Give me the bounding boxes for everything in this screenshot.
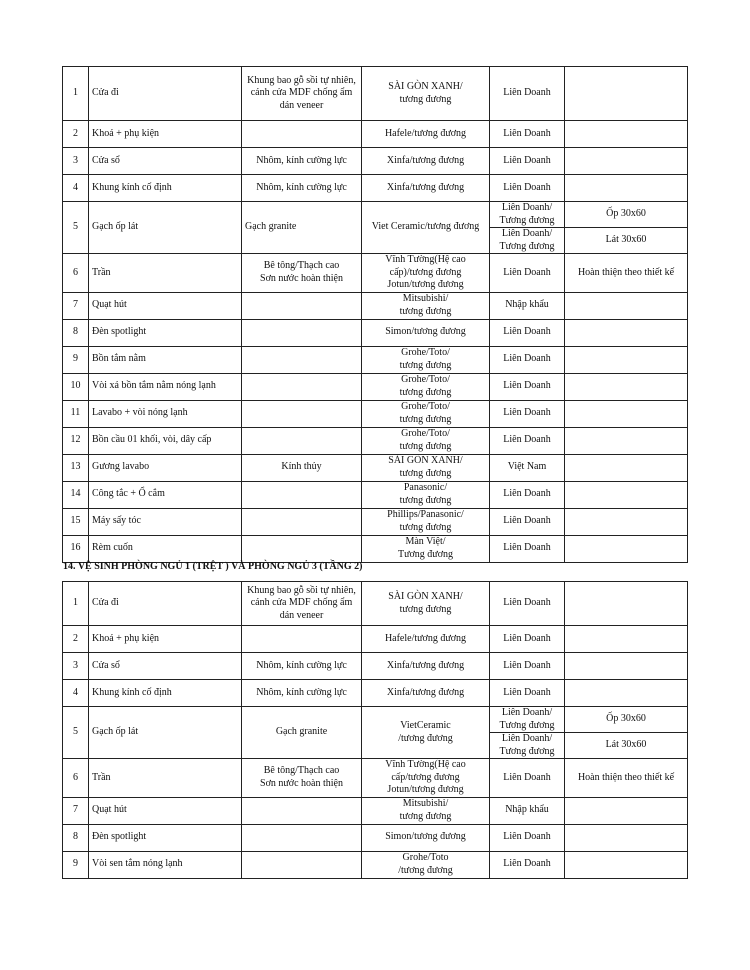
item-material: Nhôm, kính cường lực xyxy=(242,148,362,175)
item-brand: Grohe/Toto/ tương đương xyxy=(362,427,490,454)
table-row xyxy=(63,653,688,680)
item-origin: Liên Doanh/ Tương đương xyxy=(490,733,565,759)
item-note xyxy=(565,824,688,851)
table-row xyxy=(63,121,688,148)
item-brand: SÀI GÒN XANH/ tương đương xyxy=(362,454,490,481)
item-origin: Liên Doanh xyxy=(490,653,565,680)
item-name: Vòi xả bồn tắm nằm nóng lạnh xyxy=(89,373,242,400)
item-name: Bồn cầu 01 khối, vòi, dây cấp xyxy=(89,427,242,454)
item-brand: Simon/tương đương xyxy=(362,824,490,851)
item-material xyxy=(242,373,362,400)
item-name: Khoá + phụ kiện xyxy=(89,121,242,148)
item-name: Trần xyxy=(89,759,242,798)
item-note xyxy=(565,427,688,454)
item-name: Đèn spotlight xyxy=(89,824,242,851)
table-row xyxy=(63,508,688,535)
item-material xyxy=(242,427,362,454)
item-name: Khung kính cố định xyxy=(89,175,242,202)
item-note xyxy=(565,508,688,535)
row-number: 6 xyxy=(63,759,89,798)
item-note xyxy=(565,319,688,346)
item-name: Cửa sổ xyxy=(89,148,242,175)
row-number: 13 xyxy=(63,454,89,481)
item-material xyxy=(242,481,362,508)
item-material xyxy=(242,319,362,346)
item-origin: Liên Doanh xyxy=(490,67,565,121)
item-name: Cửa đi xyxy=(89,67,242,121)
item-note xyxy=(565,175,688,202)
item-brand: Grohe/Toto/ tương đương xyxy=(362,400,490,427)
item-origin: Liên Doanh xyxy=(490,121,565,148)
item-note: Ốp 30x60 xyxy=(565,202,688,228)
row-number: 2 xyxy=(63,626,89,653)
table-row xyxy=(63,254,688,293)
item-note xyxy=(565,626,688,653)
item-brand: Xinfa/tương đương xyxy=(362,680,490,707)
table-row xyxy=(63,582,688,626)
item-name: Cửa đi xyxy=(89,582,242,626)
item-brand: Simon/tương đương xyxy=(362,319,490,346)
row-number: 11 xyxy=(63,400,89,427)
item-origin: Liên Doanh xyxy=(490,373,565,400)
item-brand: Panasonic/ tương đương xyxy=(362,481,490,508)
item-brand: Mitsubishi/ tương đương xyxy=(362,292,490,319)
row-number: 4 xyxy=(63,680,89,707)
item-origin: Liên Doanh xyxy=(490,148,565,175)
item-origin: Liên Doanh xyxy=(490,508,565,535)
item-brand: Màn Việt/ Tương đương xyxy=(362,535,490,562)
item-material: Nhôm, kính cường lực xyxy=(242,175,362,202)
item-note xyxy=(565,292,688,319)
item-material xyxy=(242,797,362,824)
table-row xyxy=(63,292,688,319)
item-note xyxy=(565,582,688,626)
item-name: Công tắc + Ổ cắm xyxy=(89,481,242,508)
item-material: Bê tông/Thạch cao Sơn nước hoàn thiện xyxy=(242,254,362,293)
item-note xyxy=(565,67,688,121)
row-number: 2 xyxy=(63,121,89,148)
item-material: Bê tông/Thạch cao Sơn nước hoàn thiện xyxy=(242,759,362,798)
item-origin: Liên Doanh xyxy=(490,582,565,626)
item-note xyxy=(565,797,688,824)
table-row xyxy=(63,707,688,733)
item-origin: Liên Doanh xyxy=(490,175,565,202)
item-name: Bồn tắm nằm xyxy=(89,346,242,373)
table-row xyxy=(63,202,688,228)
table-row xyxy=(63,148,688,175)
item-material xyxy=(242,626,362,653)
item-origin: Liên Doanh xyxy=(490,319,565,346)
row-number: 7 xyxy=(63,292,89,319)
item-name: Khoá + phụ kiện xyxy=(89,626,242,653)
item-name: Lavabo + vòi nóng lạnh xyxy=(89,400,242,427)
row-number: 9 xyxy=(63,851,89,878)
item-material xyxy=(242,824,362,851)
item-origin: Liên Doanh xyxy=(490,680,565,707)
item-brand: Xinfa/tương đương xyxy=(362,175,490,202)
table-row xyxy=(63,797,688,824)
table-row xyxy=(63,175,688,202)
row-number: 3 xyxy=(63,148,89,175)
item-note xyxy=(565,535,688,562)
item-origin: Liên Doanh xyxy=(490,346,565,373)
spec-table-2 xyxy=(62,581,688,879)
row-number: 5 xyxy=(63,202,89,254)
table-row xyxy=(63,626,688,653)
row-number: 3 xyxy=(63,653,89,680)
item-material: Nhôm, kính cường lực xyxy=(242,653,362,680)
row-number: 1 xyxy=(63,67,89,121)
table-row xyxy=(63,824,688,851)
table-row xyxy=(63,454,688,481)
item-material xyxy=(242,400,362,427)
item-name: Quạt hút xyxy=(89,292,242,319)
item-brand: Vĩnh Tường(Hệ cao cấp/tương đương Jotun/tương đương xyxy=(362,759,490,798)
item-name: Cửa sổ xyxy=(89,653,242,680)
item-origin: Liên Doanh xyxy=(490,535,565,562)
row-number: 4 xyxy=(63,175,89,202)
item-note xyxy=(565,481,688,508)
row-number: 9 xyxy=(63,346,89,373)
item-note: Ốp 30x60 xyxy=(565,707,688,733)
item-brand: Hafele/tương đương xyxy=(362,121,490,148)
item-name: Gương lavabo xyxy=(89,454,242,481)
item-note: Lát 30x60 xyxy=(565,228,688,254)
section-title: 14. VỆ SINH PHÒNG NGỦ 1 (TRỆT ) VÀ PHÒNG NGỦ 3 (TẦNG 2) xyxy=(63,561,363,572)
table-row xyxy=(63,535,688,562)
item-origin: Liên Doanh xyxy=(490,626,565,653)
item-material: Khung bao gỗ sồi tự nhiên, cánh cửa MDF chống ẩm dán veneer xyxy=(242,67,362,121)
item-name: Đèn spotlight xyxy=(89,319,242,346)
item-material xyxy=(242,535,362,562)
item-origin: Liên Doanh xyxy=(490,400,565,427)
item-origin: Liên Doanh xyxy=(490,824,565,851)
item-material: Gạch granite xyxy=(242,707,362,759)
row-number: 5 xyxy=(63,707,89,759)
table-row xyxy=(63,481,688,508)
row-number: 6 xyxy=(63,254,89,293)
item-material: Gạch granite xyxy=(242,202,362,254)
item-material xyxy=(242,851,362,878)
row-number: 7 xyxy=(63,797,89,824)
item-material xyxy=(242,292,362,319)
item-material xyxy=(242,508,362,535)
item-origin: Liên Doanh/ Tương đương xyxy=(490,228,565,254)
item-brand: Xinfa/tương đương xyxy=(362,148,490,175)
item-material xyxy=(242,121,362,148)
item-brand: Xinfa/tương đương xyxy=(362,653,490,680)
item-material: Kính thủy xyxy=(242,454,362,481)
item-brand: Vĩnh Tường(Hệ cao cấp)/tương đương Jotun/tương đương xyxy=(362,254,490,293)
item-brand: Phillips/Panasonic/ tương đương xyxy=(362,508,490,535)
item-name: Vòi sen tắm nóng lạnh xyxy=(89,851,242,878)
item-name: Rèm cuốn xyxy=(89,535,242,562)
item-origin: Việt Nam xyxy=(490,454,565,481)
item-origin: Liên Doanh xyxy=(490,759,565,798)
item-material: Nhôm, kính cường lực xyxy=(242,680,362,707)
spec-table-1 xyxy=(62,66,688,563)
table-row xyxy=(63,346,688,373)
item-origin: Nhập khẩu xyxy=(490,797,565,824)
item-note xyxy=(565,851,688,878)
item-name: Trần xyxy=(89,254,242,293)
row-number: 14 xyxy=(63,481,89,508)
item-note xyxy=(565,148,688,175)
item-brand: SÀI GÒN XANH/ tương đương xyxy=(362,582,490,626)
item-note: Hoàn thiện theo thiết kế xyxy=(565,759,688,798)
item-origin: Liên Doanh xyxy=(490,481,565,508)
item-brand: VietCeramic /tương đương xyxy=(362,707,490,759)
item-origin: Nhập khẩu xyxy=(490,292,565,319)
item-material xyxy=(242,346,362,373)
table-row xyxy=(63,427,688,454)
item-origin: Liên Doanh/ Tương đương xyxy=(490,202,565,228)
item-name: Khung kính cố định xyxy=(89,680,242,707)
item-note xyxy=(565,653,688,680)
row-number: 8 xyxy=(63,824,89,851)
row-number: 12 xyxy=(63,427,89,454)
row-number: 10 xyxy=(63,373,89,400)
item-brand: Grohe/Toto/ tương đương xyxy=(362,346,490,373)
item-note xyxy=(565,373,688,400)
item-note xyxy=(565,346,688,373)
table-row xyxy=(63,851,688,878)
item-note: Hoàn thiện theo thiết kế xyxy=(565,254,688,293)
item-note xyxy=(565,121,688,148)
item-note xyxy=(565,680,688,707)
table-row xyxy=(63,319,688,346)
item-material: Khung bao gỗ sồi tự nhiên, cánh cửa MDF chống ẩm dán veneer xyxy=(242,582,362,626)
item-origin: Liên Doanh xyxy=(490,851,565,878)
row-number: 15 xyxy=(63,508,89,535)
row-number: 1 xyxy=(63,582,89,626)
item-brand: SÀI GÒN XANH/ tương đương xyxy=(362,67,490,121)
row-number: 8 xyxy=(63,319,89,346)
item-note: Lát 30x60 xyxy=(565,733,688,759)
item-brand: Hafele/tương đương xyxy=(362,626,490,653)
table-row xyxy=(63,400,688,427)
item-brand: Grohe/Toto /tương đương xyxy=(362,851,490,878)
table-row xyxy=(63,680,688,707)
item-name: Gạch ốp lát xyxy=(89,202,242,254)
item-brand: Mitsubishi/ tương đương xyxy=(362,797,490,824)
table-row xyxy=(63,373,688,400)
table-row xyxy=(63,759,688,798)
row-number: 16 xyxy=(63,535,89,562)
item-name: Quạt hút xyxy=(89,797,242,824)
item-note xyxy=(565,454,688,481)
item-origin: Liên Doanh xyxy=(490,254,565,293)
item-note xyxy=(565,400,688,427)
item-name: Gạch ốp lát xyxy=(89,707,242,759)
item-name: Máy sấy tóc xyxy=(89,508,242,535)
item-brand: Grohe/Toto/ tương đương xyxy=(362,373,490,400)
item-brand: Viet Ceramic/tương đương xyxy=(362,202,490,254)
table-row xyxy=(63,67,688,121)
item-origin: Liên Doanh/ Tương đương xyxy=(490,707,565,733)
item-origin: Liên Doanh xyxy=(490,427,565,454)
